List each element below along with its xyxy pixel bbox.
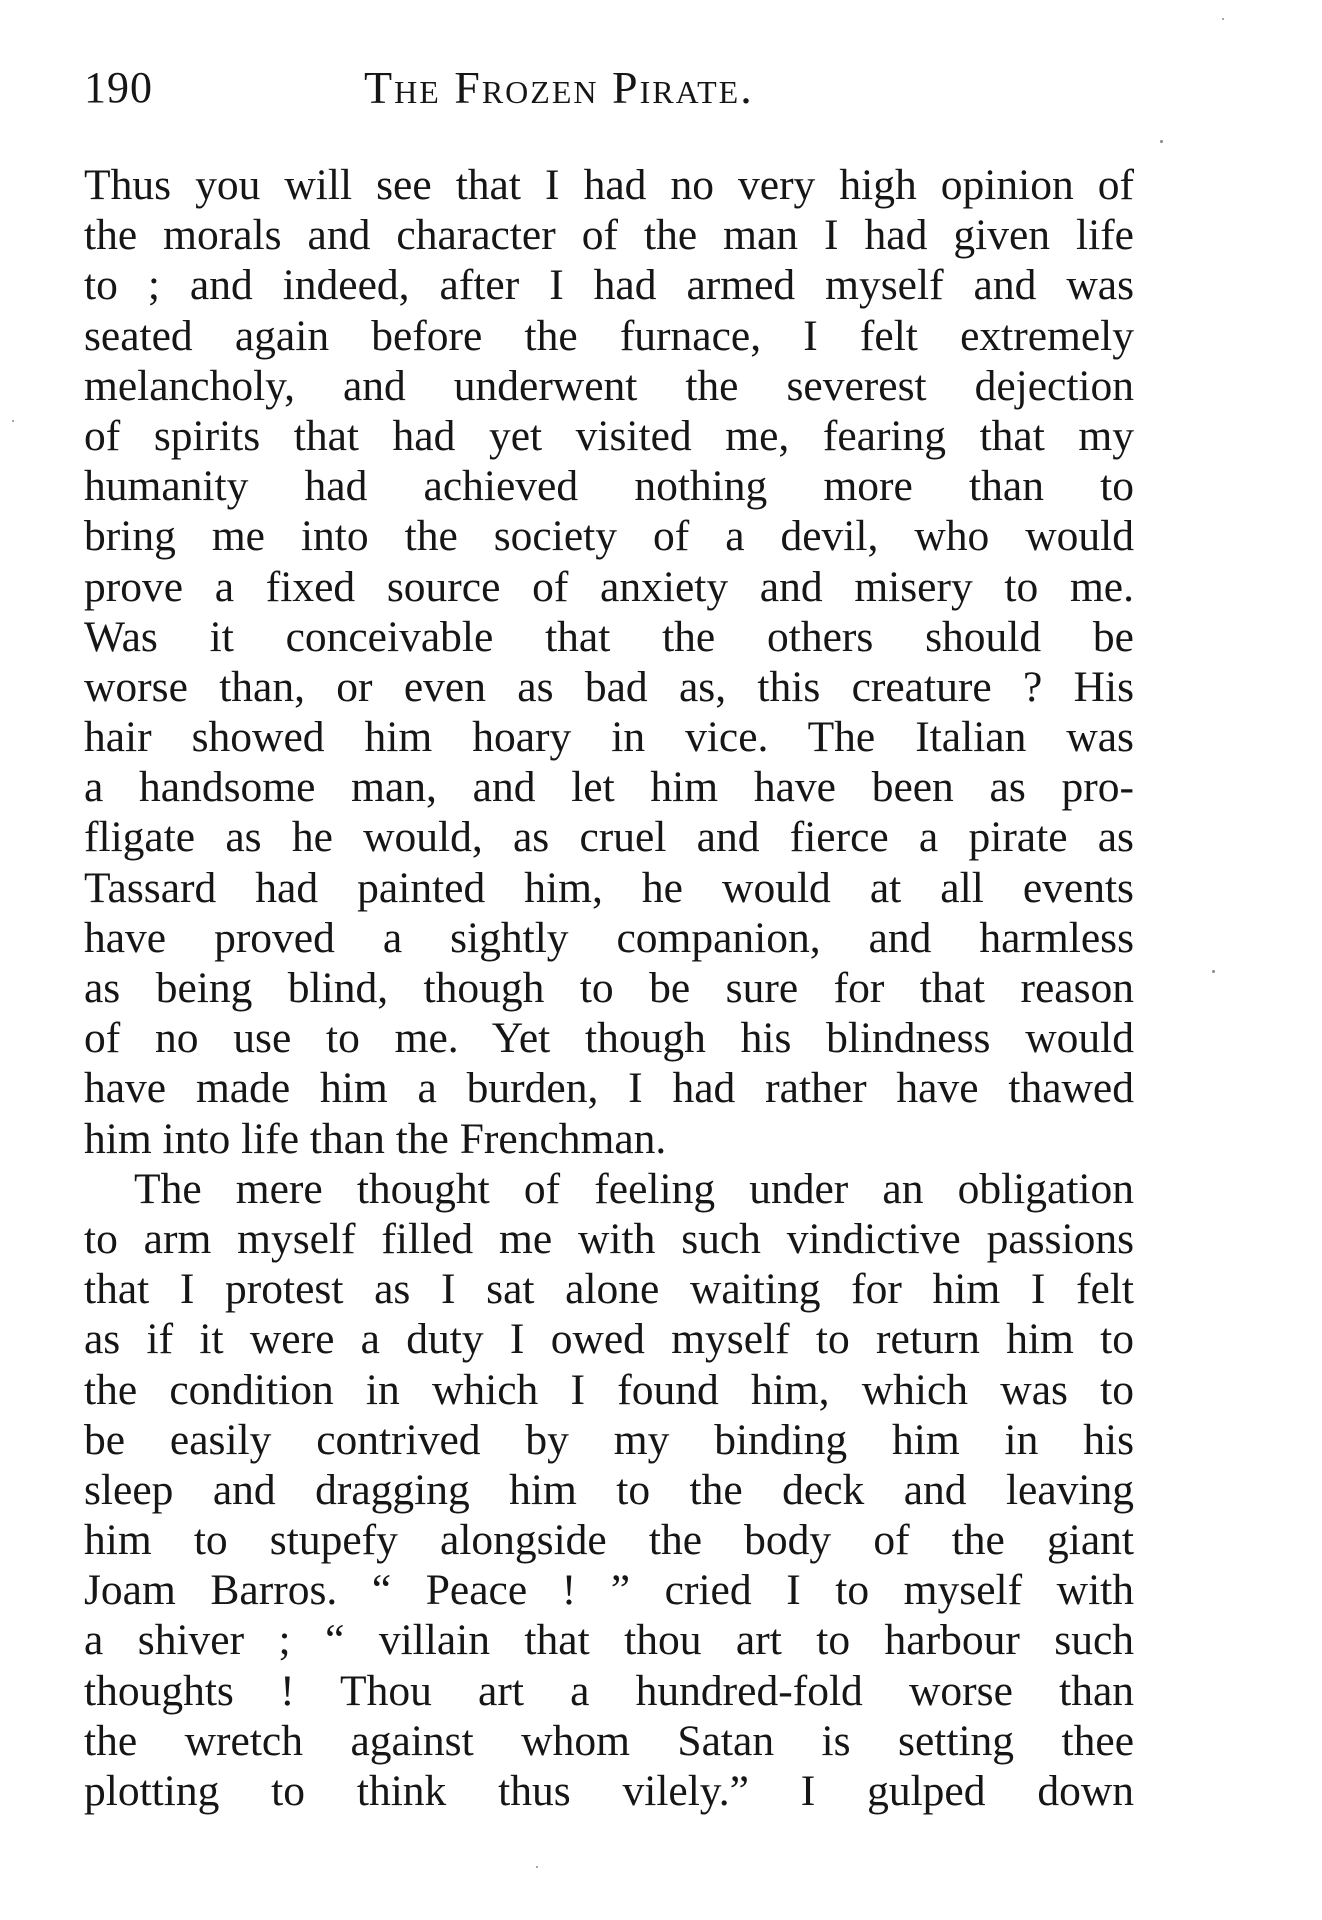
text-line: thoughts ! Thou art a hundred-fold worse than [84, 1666, 1134, 1715]
text-line: have made him a burden, I had rather have thawed [84, 1064, 1134, 1113]
text-line: Joam Barros. “ Peace ! ” cried I to myself with [84, 1566, 1134, 1615]
paper-speck [1212, 970, 1215, 973]
text-line: sleep and dragging him to the deck and leaving [84, 1465, 1134, 1514]
text-line: hair showed him hoary in vice. The Italian was [84, 713, 1134, 762]
text-line: him to stupefy alongside the body of the giant [84, 1516, 1134, 1565]
text-line: worse than, or even as bad as, this creature ? His [84, 662, 1134, 711]
paragraph-1 [84, 160, 1134, 1164]
text-line: as being blind, though to be sure for that reason [84, 964, 1134, 1012]
text-line: of no use to me. Yet though his blindness would [84, 1014, 1134, 1063]
text-line: fligate as he would, as cruel and fierce a pirate as [84, 813, 1134, 862]
text-line: prove a fixed source of anxiety and misery to me. [84, 562, 1134, 611]
text-line: the morals and character of the man I had given life [84, 211, 1134, 260]
paper-speck [1160, 140, 1163, 143]
text-line: melancholy, and underwent the severest dejection [84, 361, 1134, 410]
text-line: to ; and indeed, after I had armed myself and was [84, 261, 1134, 310]
page-number: 190 [84, 63, 153, 112]
text-line: plotting to think thus vilely.” I gulped down [84, 1767, 1134, 1815]
text-line: the condition in which I found him, which was to [84, 1365, 1134, 1414]
text-line: as if it were a duty I owed myself to return him to [84, 1315, 1134, 1364]
text-line: the wretch against whom Satan is setting thee [84, 1716, 1134, 1765]
text-line: bring me into the society of a devil, who would [84, 512, 1134, 561]
paragraph-2 [84, 1164, 1134, 1816]
text-line: to arm myself filled me with such vindictive passions [84, 1214, 1134, 1263]
text-line: him into life than the Frenchman. [84, 1114, 667, 1163]
text-line: Tassard had painted him, he would at all events [84, 863, 1134, 912]
text-line: Was it conceivable that the others should be [84, 612, 1134, 661]
text-line: of spirits that had yet visited me, fearing that my [84, 411, 1134, 460]
text-line: The mere thought of feeling under an obligation [134, 1164, 1134, 1213]
text-line: a shiver ; “ villain that thou art to harbour such [84, 1616, 1134, 1665]
text-line: have proved a sightly companion, and harmless [84, 913, 1134, 962]
text-line: seated again before the furnace, I felt extremely [84, 311, 1134, 360]
running-head [84, 58, 1134, 118]
body-text [84, 160, 1134, 1816]
text-line: a handsome man, and let him have been as pro- [84, 763, 1134, 812]
paper-speck [1222, 18, 1224, 20]
paper-speck [12, 420, 14, 422]
text-line: that I protest as I sat alone waiting for him I felt [84, 1265, 1134, 1314]
running-title: The Frozen Pirate. [364, 62, 754, 113]
paper-speck [536, 1866, 538, 1868]
text-line: Thus you will see that I had no very high opinion of [84, 161, 1134, 209]
text-line: be easily contrived by my binding him in his [84, 1415, 1134, 1464]
text-line: humanity had achieved nothing more than to [84, 462, 1134, 511]
